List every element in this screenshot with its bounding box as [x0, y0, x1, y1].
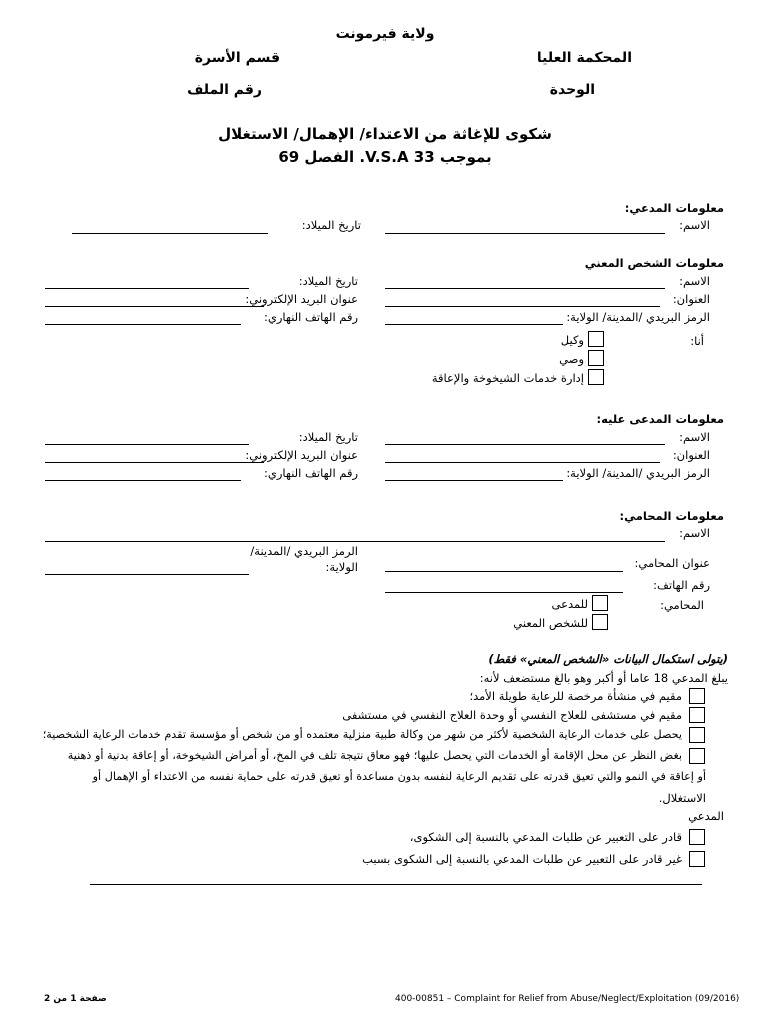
personal-care-checkbox[interactable] [689, 727, 705, 743]
attorney-zip-label-2: الولاية: [325, 560, 358, 574]
form-title-line2: بموجب 33 V.S.A. الفصل 69 [278, 148, 492, 166]
defendant-zip-label: الرمز البريدي /المدينة/ الولاية: [566, 466, 710, 480]
unable-label: غير قادر على التعبير عن طلبات المدعي بالنسبة إلى الشكوى بسبب [362, 852, 682, 866]
defendant-email-label: عنوان البريد الإلكتروني: [245, 448, 358, 462]
vulnerable-name-label: الاسم: [679, 274, 710, 288]
plaintiff-name-field[interactable] [385, 233, 665, 234]
age-statement: يبلغ المدعي 18 عاما أو أكبر وهو بالغ مستضعف لأنه: [479, 671, 728, 685]
form-number: 400-00851 – Complaint for Relief from Abuse/Neglect/Exploitation (09/2016) [395, 994, 740, 1004]
vulnerable-phone-field[interactable] [45, 324, 241, 325]
vulnerable-dob-field[interactable] [45, 288, 249, 289]
plaintiff-dob-field[interactable] [72, 233, 268, 234]
vulnerable-zip-field[interactable] [385, 324, 563, 325]
attorney-phone-field[interactable] [385, 592, 623, 593]
psych-hospital-label: مقيم في مستشفى للعلاج النفسي أو وحدة العلاج النفسي في مستشفى [342, 708, 682, 722]
defendant-name-label: الاسم: [679, 430, 710, 444]
impaired-label-cont2: الاستغلال. [658, 791, 706, 805]
guardian-option-label: وصي [559, 352, 584, 366]
able-label: قادر على التعبير عن طلبات المدعي بالنسبة إلى الشكوى، [409, 830, 682, 844]
defendant-phone-label: رقم الهاتف النهاري: [263, 466, 358, 480]
ltc-facility-checkbox[interactable] [689, 688, 705, 704]
vulnerable-name-field[interactable] [385, 288, 665, 289]
attorney-name-label: الاسم: [679, 526, 710, 540]
for-vulnerable-label: للشخص المعني [513, 616, 588, 630]
docket-label: رقم الملف [187, 82, 262, 98]
daail-option-label: إدارة خدمات الشيخوخة والإعاقة [431, 371, 584, 385]
defendant-address-field[interactable] [385, 462, 660, 463]
iam-label: أنا: [690, 334, 704, 348]
able-checkbox[interactable] [689, 829, 705, 845]
daail-checkbox[interactable] [588, 369, 604, 385]
defendant-phone-field[interactable] [45, 480, 241, 481]
guardian-checkbox[interactable] [588, 350, 604, 366]
court-name: المحكمة العليا [536, 50, 632, 66]
vulnerable-zip-label: الرمز البريدي /المدينة/ الولاية: [566, 310, 710, 324]
vulnerable-heading: معلومات الشخص المعني [584, 256, 724, 270]
vulnerable-dob-label: تاريخ الميلاد: [298, 274, 358, 288]
agent-option-label: وكيل [560, 333, 584, 347]
plaintiff-label: المدعي [688, 809, 724, 823]
ltc-facility-label: مقيم في منشأة مرخصة للرعاية طويلة الأمد؛ [469, 689, 682, 703]
unable-checkbox[interactable] [689, 851, 705, 867]
psych-hospital-checkbox[interactable] [689, 707, 705, 723]
plaintiff-name-label: الاسم: [679, 218, 710, 232]
defendant-dob-field[interactable] [45, 444, 249, 445]
for-plaintiff-checkbox[interactable] [592, 595, 608, 611]
attorney-heading: معلومات المحامي: [619, 509, 724, 523]
defendant-address-label: العنوان: [672, 448, 710, 462]
impaired-label: بغض النظر عن محل الإقامة أو الخدمات التي يحصل عليها؛ فهو معاق نتيجة تلف في المخ، أو أمراض الشيخوخة، أو إعاقة بدنية أو ذهنية [67, 749, 682, 762]
attorney-address-field[interactable] [385, 571, 623, 572]
division-name: قسم الأسرة [194, 50, 280, 66]
vulnerable-email-label: عنوان البريد الإلكتروني: [245, 292, 358, 306]
vulnerable-only-note: (يتولى استكمال البيانات «الشخص المعني» فقط) [488, 652, 728, 666]
defendant-heading: معلومات المدعى عليه: [596, 412, 724, 426]
state-title: ولاية فيرمونت [335, 26, 435, 42]
unit-label: الوحدة [549, 82, 595, 98]
attorney-for-label: المحامي: [660, 598, 704, 612]
defendant-name-field[interactable] [385, 444, 665, 445]
defendant-zip-field[interactable] [385, 480, 563, 481]
page-number: صفحة 1 من 2 [44, 994, 107, 1004]
plaintiff-dob-label: تاريخ الميلاد: [301, 218, 361, 232]
attorney-zip-label-1: الرمز البريدي /المدينة/ [250, 544, 358, 558]
for-plaintiff-label: للمدعى [551, 597, 588, 611]
vulnerable-address-label: العنوان: [672, 292, 710, 306]
attorney-name-field[interactable] [45, 541, 665, 542]
plaintiff-heading: معلومات المدعي: [624, 201, 724, 215]
vulnerable-phone-label: رقم الهاتف النهاري: [263, 310, 358, 324]
impaired-label-cont1: أو إعاقة في النمو والتي تعيق قدرته على تقديم الرعاية لنفسه بدون مساعدة أو تعيق قدرته على حماية نفسه من الاعتداء أو الإهمال أو [92, 770, 706, 783]
form-title-line1: شكوى للإغاثة من الاعتداء/ الإهمال/ الاستغلال [218, 125, 552, 143]
vulnerable-email-field[interactable] [45, 306, 264, 307]
agent-checkbox[interactable] [588, 331, 604, 347]
vulnerable-address-field[interactable] [385, 306, 660, 307]
for-vulnerable-checkbox[interactable] [592, 614, 608, 630]
attorney-phone-label: رقم الهاتف: [653, 578, 710, 592]
impaired-checkbox[interactable] [689, 748, 705, 764]
attorney-address-label: عنوان المحامي: [634, 556, 710, 570]
attorney-zip-field[interactable] [45, 574, 249, 575]
unable-reason-field[interactable] [90, 884, 702, 885]
personal-care-label: يحصل على خدمات الرعاية الشخصية لأكثر من شهر من وكالة طبية منزلية معتمده أو من شخص أو مؤسسة تقدم خدمات الرعاية الشخصية؛ [42, 728, 682, 741]
defendant-email-field[interactable] [45, 462, 264, 463]
defendant-dob-label: تاريخ الميلاد: [298, 430, 358, 444]
